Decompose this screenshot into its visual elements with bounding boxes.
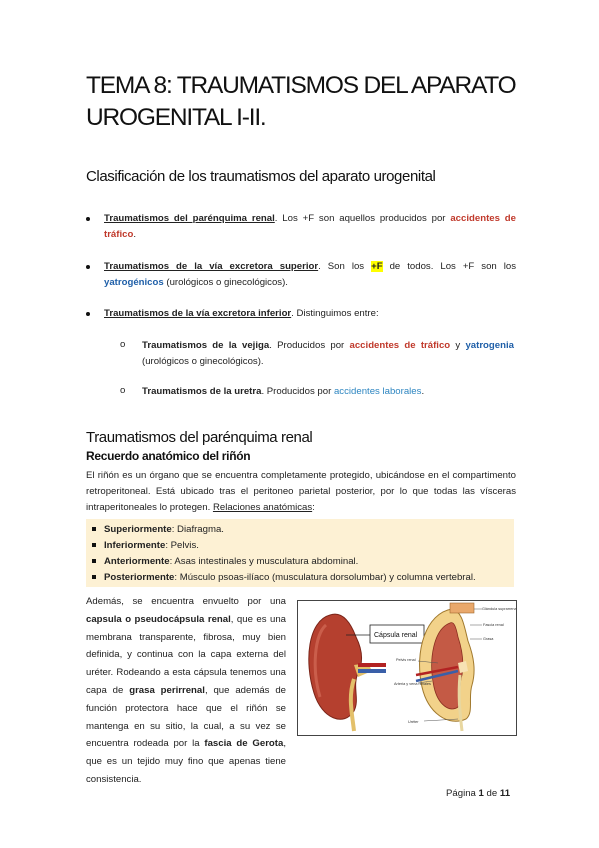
relations-box (86, 519, 514, 587)
square-bullet-icon (92, 575, 96, 579)
bullet-term: Traumatismos de la vía excretora superior (104, 261, 319, 272)
square-bullet-icon (92, 543, 96, 547)
subbullet-body: . Producidos por (269, 340, 350, 351)
bullet-body: de todos. Los +F son los (382, 261, 516, 272)
highlight-blue: yatrogénicos (104, 277, 164, 288)
bold-term: grasa perirrenal (129, 684, 205, 696)
bold-term: capsula o pseudocápsula renal (86, 613, 231, 625)
title-line-2: UROGENITAL I-II. (86, 104, 266, 131)
relation-term: Superiormente (104, 524, 172, 535)
subbullet-marker: o (120, 339, 126, 350)
kidney-illustration (298, 601, 516, 735)
highlight-yellow: +F (371, 261, 383, 272)
footer-page-number: 1 (478, 788, 484, 799)
paragraph-capsula (86, 593, 286, 789)
paragraph-text: , que además de función protectora hace que el riñón se mantenga en su sitio, la cual, a su vez se encuentra rodeada por la (86, 684, 286, 750)
relaciones-label: Relaciones anatómicas (212, 502, 313, 513)
page-title (86, 70, 526, 134)
highlight-red: accidentes de tráfico (349, 340, 451, 351)
subbullet-text (142, 338, 514, 370)
footer-label: Página (446, 788, 479, 799)
highlight-red: accidentes de tráfico (104, 213, 516, 240)
square-bullet-icon (92, 559, 96, 563)
subbullet-body: . Producidos por (261, 386, 334, 397)
bullet-text (104, 306, 516, 322)
paragraph-rinon (86, 468, 516, 516)
relation-text: : Asas intestinales y musculatura abdominal. (169, 556, 359, 567)
subbullet-term: Traumatismos de la uretra (142, 386, 262, 397)
page-footer (446, 788, 510, 799)
subbullet-text (142, 384, 514, 400)
subbullet-term: Traumatismos de la vejiga (142, 340, 270, 351)
bullet-term: Traumatismos de la vía excretora inferior (104, 308, 292, 319)
relation-text: : Músculo psoas-ilíaco (musculatura dorsolumbar) y columna vertebral. (174, 572, 476, 583)
kidney-section-image (394, 603, 516, 731)
highlight-light-blue: accidentes laborales (333, 386, 422, 397)
figure-label: Grasa (483, 637, 494, 641)
bullet-dot-icon (86, 265, 90, 269)
square-bullet-icon (92, 527, 96, 531)
figure-label: Uréter (408, 720, 419, 724)
subbullet-body: y (450, 340, 466, 351)
footer-total-pages: 11 (499, 788, 511, 799)
bullet-body: . Son los (318, 261, 372, 272)
bullet-body: . Distinguimos entre: (291, 308, 379, 319)
paragraph-text: El riñón es un órgano que se encuentra completamente protegido, ubicándose en el compartimento retroperitoneal. Está ubicado tras el peritoneo parietal posterior, por lo que todas las vísceras intraperitoneales lo protegen. (86, 470, 516, 513)
highlight-blue: yatrogenia (465, 340, 514, 351)
kidney-figure (297, 600, 517, 736)
bullet-end: . (133, 229, 136, 240)
relation-term: Anteriormente (104, 556, 170, 567)
relation-term: Inferiormente (104, 540, 166, 551)
figure-label: Arteria y vena renales (394, 682, 431, 686)
callout-label: Cápsula renal (374, 632, 418, 639)
bullet-text (104, 211, 516, 243)
section-heading-parenquima: Traumatismos del parénquima renal (86, 429, 313, 446)
bullet-body: (urológicos o ginecológicos). (163, 277, 288, 288)
bullet-dot-icon (86, 312, 90, 316)
relation-text: : Diafragma. (171, 524, 224, 535)
figure-label: Glándula suprarrenal (482, 607, 516, 611)
bullet-term: Traumatismos del parénquima renal (104, 213, 275, 224)
subbullet-body: . (421, 386, 425, 397)
section-heading-classification: Clasificación de los traumatismos del aparato urogenital (86, 168, 436, 185)
paragraph-text: , que es un tejido muy fino que apenas tiene consistencia. (86, 738, 286, 785)
paragraph-text: Además, se encuentra envuelto por una (86, 596, 286, 607)
bullet-text (104, 259, 516, 291)
bullet-dot-icon (86, 217, 90, 221)
bullet-body: . Los +F son aquellos producidos por (274, 213, 451, 224)
paragraph-text: , que es una membrana transparente, fibrosa, muy bien definida, y continua con la capa externa del uréter. Rodeando a esta cápsula tenemos una capa de (86, 613, 287, 696)
relation-text: : Pelvis. (165, 540, 199, 551)
figure-label: Fascia renal (483, 623, 504, 627)
paragraph-end: : (312, 502, 315, 513)
bold-term: fascia de Gerota (204, 738, 284, 750)
relation-term: Posteriormente (104, 572, 175, 583)
figure-label: Pelvis renal (396, 658, 416, 662)
subbullet-marker: o (120, 385, 126, 396)
subheading-recuerdo: Recuerdo anatómico del riñón (86, 449, 251, 463)
title-line-1: TEMA 8: TRAUMATISMOS DEL APARATO (86, 72, 516, 99)
footer-of: de (483, 788, 500, 799)
subbullet-body: (urológicos o ginecológicos). (142, 356, 264, 367)
